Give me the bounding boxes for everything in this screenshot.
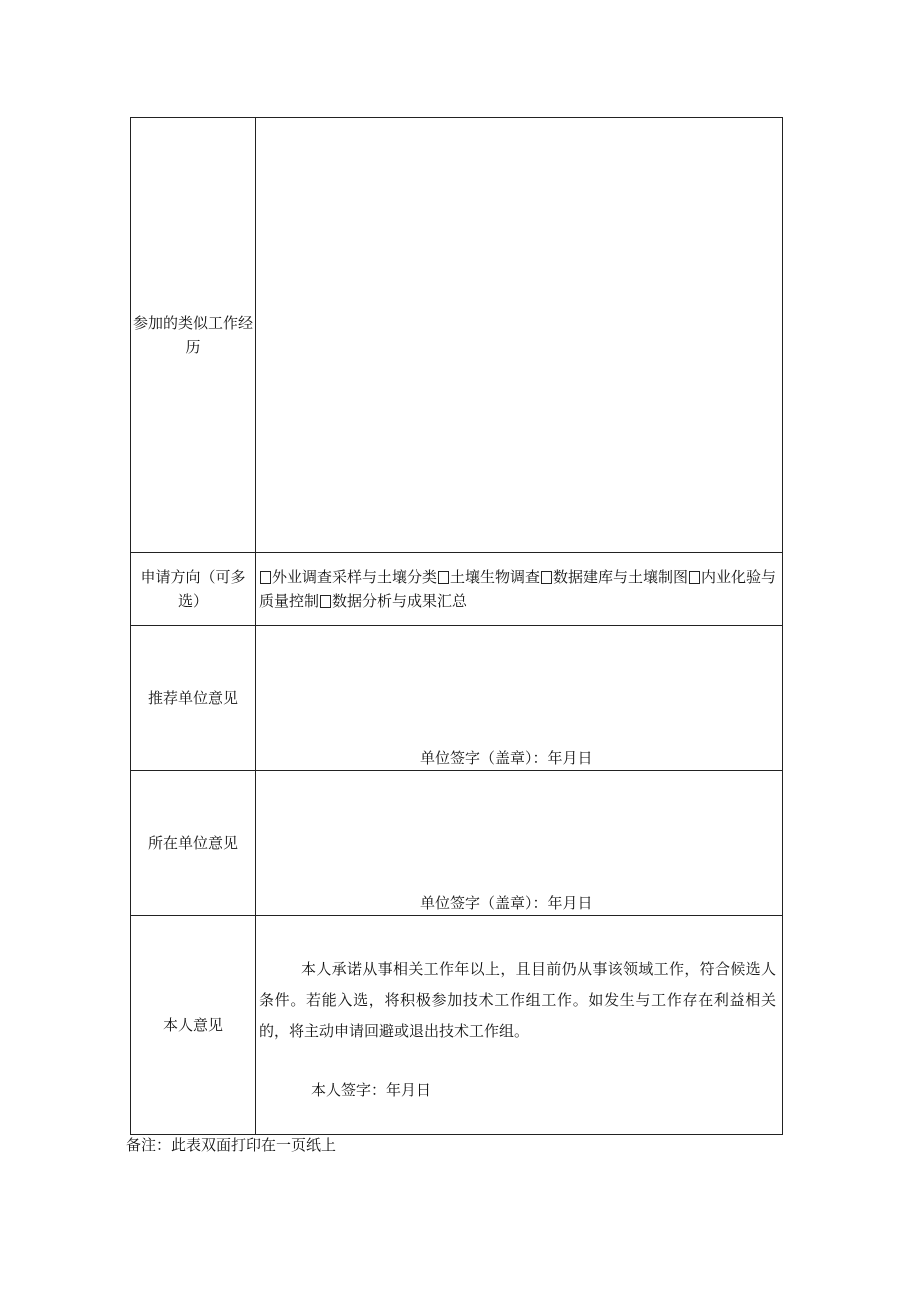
direction-label: 申请方向（可多选） — [131, 553, 256, 626]
direction-options — [256, 565, 782, 613]
experience-row — [131, 118, 783, 553]
employer-row — [131, 771, 783, 916]
self-field — [256, 916, 783, 1135]
recommend-signature: 单位签字（盖章）：年月日 — [420, 749, 593, 767]
checkbox-database-mapping[interactable] — [541, 571, 552, 584]
option-database-mapping: 数据建库与土壤制图 — [553, 568, 689, 586]
option-soil-biology: 土壤生物调查 — [450, 568, 541, 586]
self-signature: 本人签字：年月日 — [311, 1081, 432, 1099]
checkbox-lab-quality[interactable] — [689, 571, 700, 584]
recommend-field[interactable] — [256, 626, 783, 771]
footnote: 备注：此表双面打印在一页纸上 — [126, 1136, 337, 1154]
employer-label: 所在单位意见 — [131, 771, 256, 916]
self-label: 本人意见 — [131, 916, 256, 1135]
recommend-label: 推荐单位意见 — [131, 626, 256, 771]
direction-row — [131, 553, 783, 626]
self-row — [131, 916, 783, 1135]
employer-field[interactable] — [256, 771, 783, 916]
experience-label: 参加的类似工作经历 — [131, 118, 256, 553]
experience-field[interactable] — [256, 118, 783, 553]
checkbox-soil-biology[interactable] — [438, 571, 449, 584]
option-data-analysis: 数据分析与成果汇总 — [332, 592, 468, 610]
checkbox-data-analysis[interactable] — [320, 595, 331, 608]
option-lab-quality: 内业化验与质量控制 — [259, 568, 777, 610]
application-form-table — [130, 117, 783, 1135]
checkbox-field-survey[interactable] — [260, 571, 271, 584]
option-field-survey: 外业调查采样与土壤分类 — [272, 568, 438, 586]
self-statement: 本人承诺从事相关工作年以上，且目前仍从事该领域工作，符合候选人条件。若能入选，将积极参加技术工作组工作。如发生与工作存在利益相关的，将主动申请回避或退出技术工作组。 — [259, 960, 776, 1040]
direction-field — [256, 553, 783, 626]
employer-signature: 单位签字（盖章）：年月日 — [420, 894, 593, 912]
recommend-row — [131, 626, 783, 771]
